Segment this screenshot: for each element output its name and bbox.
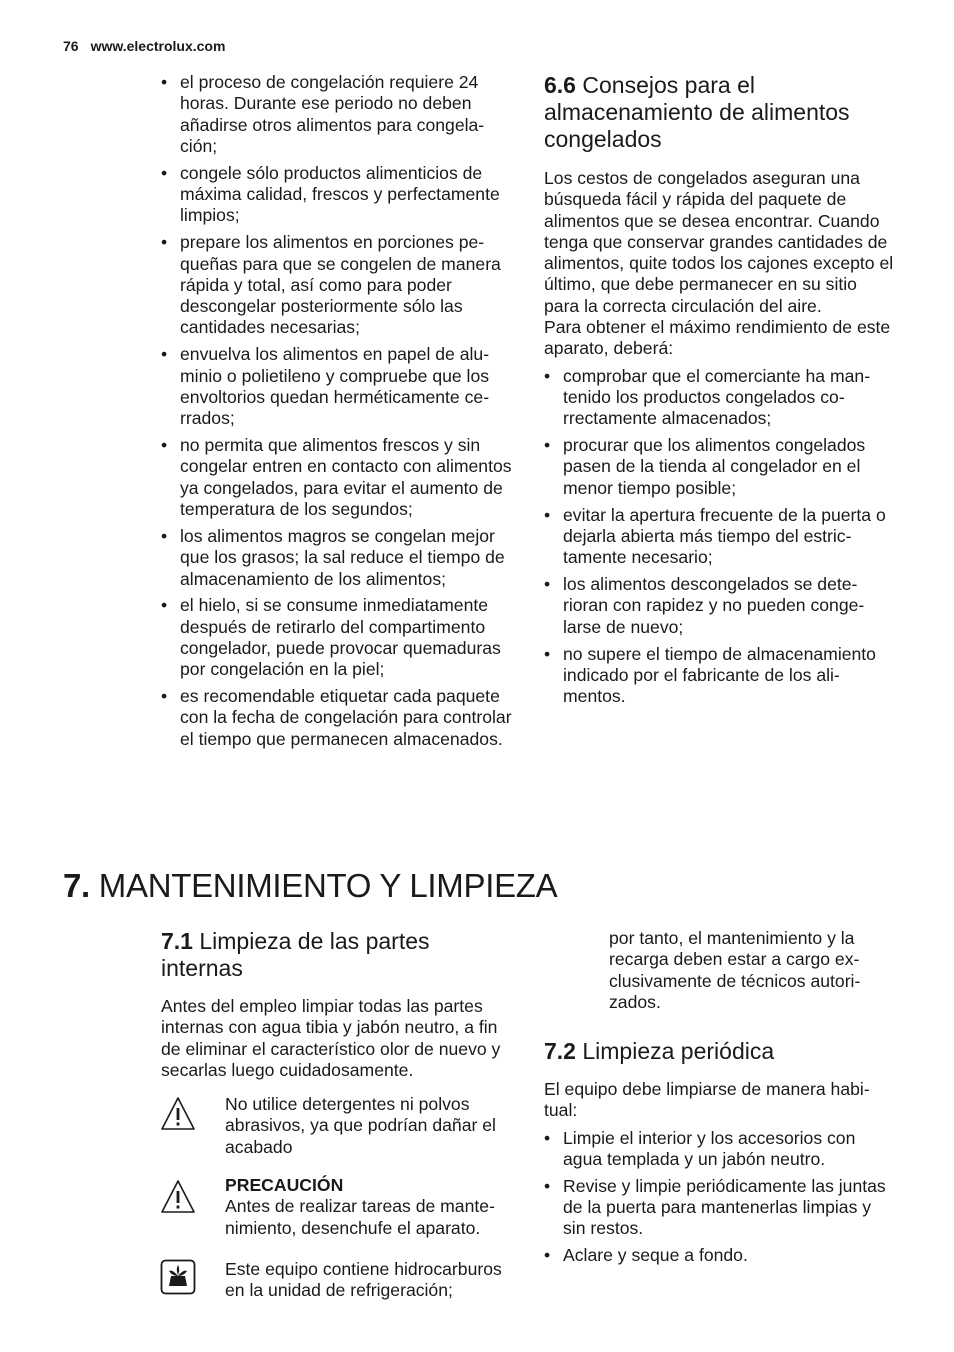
section-6-6-heading <box>544 72 896 153</box>
section-7-1-heading <box>161 928 513 982</box>
list-item: • procurar que los alimentos congelados pasen de la tienda al congelador en el menor tiempo posible; <box>544 435 896 499</box>
list-item: • el proceso de congelación requiere 24 horas. Durante ese periodo no deben añadirse otros alimentos para congelación; <box>161 72 513 157</box>
warning-triangle-icon <box>160 1096 196 1132</box>
environment-note <box>160 1259 520 1309</box>
caution-title: PRECAUCIÓN <box>225 1175 344 1195</box>
environment-note-continuation: por tanto, el mantenimiento y la recarga deben estar a cargo exclusivamente de técnicos autorizados. <box>609 928 861 1012</box>
section-number: 6.6 <box>544 72 576 98</box>
storage-tips-list <box>544 366 896 708</box>
section-7-2-paragraph: El equipo debe limpiarse de manera habitual: <box>544 1079 870 1121</box>
chapter-number: 7. <box>63 867 90 904</box>
section-7-2-heading <box>544 1038 896 1065</box>
warning-note <box>160 1094 520 1164</box>
environment-text: Este equipo contiene hidrocarburos en la unidad de refrigeración; <box>225 1259 502 1301</box>
list-item: • Revise y limpie periódicamente las juntas de la puerta para mantenerlas limpias y sin restos. <box>544 1176 896 1240</box>
website-url[interactable]: www.electrolux.com <box>90 38 226 54</box>
list-item: • no supere el tiempo de almacenamiento indicado por el fabricante de los alimentos. <box>544 644 896 708</box>
list-item: • Limpie el interior y los accesorios con agua templada y un jabón neutro. <box>544 1128 896 1171</box>
list-item: • evitar la apertura frecuente de la puerta o dejarla abierta más tiempo del estrictamente necesario; <box>544 505 896 569</box>
list-item: • Aclare y seque a fondo. <box>544 1245 896 1266</box>
section-7-2 <box>544 1038 896 1272</box>
list-item: • los alimentos magros se congelan mejor que los grasos; la sal reduce el tiempo de almacenamiento de los alimentos; <box>161 526 513 590</box>
section-title: Limpieza periódica <box>582 1038 775 1064</box>
list-item: • los alimentos descongelados se deterioran con rapidez y no pueden congelarse de nuevo; <box>544 574 896 638</box>
list-item: • comprobar que el comerciante ha mantenido los productos congelados correctamente almacenados; <box>544 366 896 430</box>
list-item: • congele sólo productos alimenticios de máxima calidad, frescos y perfectamente limpios; <box>161 163 513 227</box>
list-item: • no permita que alimentos frescos y sin congelar entren en contacto con alimentos ya congelados, para evitar el aumento de temperatura de los segundos; <box>161 435 513 520</box>
chapter-heading <box>63 866 557 906</box>
section-6-6-intro: Para obtener el máximo rendimiento de este aparato, deberá: <box>544 317 891 359</box>
warning-text: No utilice detergentes ni polvos abrasivos, ya que podrían dañar el acabado <box>225 1094 496 1157</box>
list-item: • el hielo, si se consume inmediatamente después de retirarlo del compartimento congelador, puede provocar quemaduras por congelación en la piel; <box>161 595 513 680</box>
section-title: Limpieza de las partes internas <box>161 928 430 981</box>
section-7-1 <box>161 928 513 1081</box>
section-7-1-paragraph: Antes del empleo limpiar todas las partes internas con agua tibia y jabón neutro, a fin de eliminar el característico olor de nuevo y secarlas luego cuidadosamente. <box>161 996 501 1080</box>
list-item: • envuelva los alimentos en papel de aluminio o polietileno y compruebe que los envoltorios quedan herméticamente cerrados; <box>161 344 513 429</box>
list-item: • prepare los alimentos en porciones pequeñas para que se congelen de manera rápida y total, así como para poder descongelar posteriormente sólo las cantidades necesarias; <box>161 232 513 338</box>
section-number: 7.1 <box>161 928 193 954</box>
environment-icon <box>160 1259 196 1295</box>
list-item: • es recomendable etiquetar cada paquete con la fecha de congelación para controlar el tiempo que permanecen almacenados. <box>161 686 513 750</box>
section-6-6 <box>544 72 896 713</box>
section-number: 7.2 <box>544 1038 576 1064</box>
chapter-title: MANTENIMIENTO Y LIMPIEZA <box>98 867 558 904</box>
caution-note <box>160 1175 520 1245</box>
caution-text: Antes de realizar tareas de mantenimiento, desenchufe el aparato. <box>225 1196 495 1238</box>
freezing-tips-column <box>161 72 513 756</box>
section-title: Consejos para el almacenamiento de alimentos congelados <box>544 72 850 152</box>
cleaning-steps-list <box>544 1128 896 1267</box>
warning-triangle-icon <box>160 1179 196 1215</box>
page-header <box>63 38 225 54</box>
page-number: 76 <box>63 38 79 54</box>
section-6-6-paragraph: Los cestos de congelados aseguran una búsqueda fácil y rápida del paquete de alimentos que se desea encontrar. Cuando tenga que conservar grandes cantidades de alimentos, quite todos los cajones excepto el último, que debe permanecer en su sitio para la correcta circulación del aire. <box>544 168 894 316</box>
caution-text-block <box>225 1175 525 1239</box>
freezing-tips-list <box>161 72 513 750</box>
